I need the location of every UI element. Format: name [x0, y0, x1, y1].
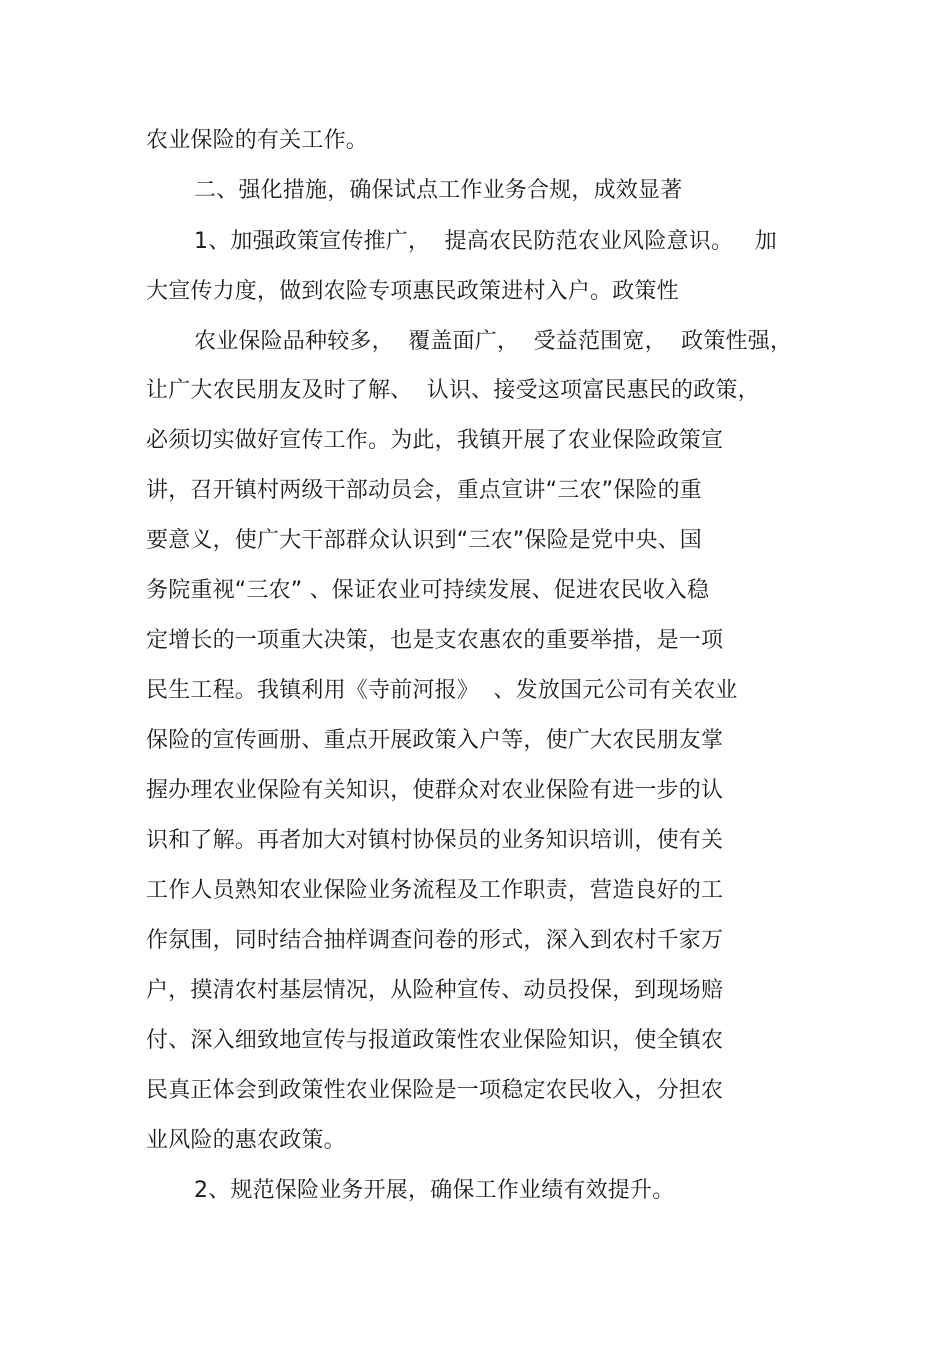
text-line: 保险的宣传画册、重点开展政策入户等，使广大农民朋友掌	[146, 728, 724, 753]
subsection-heading: 1、加强政策宣传推广， 提高农民防范农业风险意识。 加	[194, 229, 777, 254]
text-line: 要意义，使广大干部群众认识到“三农”保险是党中央、国	[146, 528, 702, 553]
text-line: 农业保险品种较多， 覆盖面广， 受益范围宽， 政策性强，	[194, 329, 793, 354]
text-line: 工作人员熟知农业保险业务流程及工作职责，营造良好的工	[146, 878, 724, 903]
text-line: 务院重视“三农” 、保证农业可持续发展、促进农民收入稳	[146, 578, 710, 603]
text-line: 农业保险的有关工作。	[146, 128, 369, 153]
text-line: 大宣传力度，做到农险专项惠民政策进村入户。政策性	[146, 279, 679, 304]
text-line: 作氛围，同时结合抽样调查问卷的形式，深入到农村千家万	[146, 928, 724, 953]
text-line: 定增长的一项重大决策，也是支农惠农的重要举措，是一项	[146, 628, 724, 653]
text-line: 必须切实做好宣传工作。为此，我镇开展了农业保险政策宣	[146, 428, 724, 453]
text-line: 让广大农民朋友及时了解、 认识、接受这项富民惠民的政策，	[146, 378, 760, 403]
text-line: 业风险的惠农政策。	[146, 1128, 346, 1153]
subsection-heading: 2、规范保险业务开展，确保工作业绩有效提升。	[194, 1178, 675, 1203]
text-line: 讲，召开镇村两级干部动员会，重点宣讲“三农”保险的重	[146, 478, 702, 503]
text-line: 户，摸清农村基层情况，从险种宣传、动员投保，到现场赔	[146, 978, 724, 1003]
text-line: 握办理农业保险有关知识，使群众对农业保险有进一步的认	[146, 778, 724, 803]
text-line: 付、深入细致地宣传与报道政策性农业保险知识，使全镇农	[146, 1028, 724, 1053]
text-line: 民真正体会到政策性农业保险是一项稳定农民收入，分担农	[146, 1078, 724, 1103]
text-line: 识和了解。再者加大对镇村协保员的业务知识培训，使有关	[146, 828, 724, 853]
text-line: 民生工程。我镇利用《寺前河报》 、发放国元公司有关农业	[146, 678, 738, 703]
section-heading: 二、强化措施，确保试点工作业务合规，成效显著	[194, 178, 683, 203]
